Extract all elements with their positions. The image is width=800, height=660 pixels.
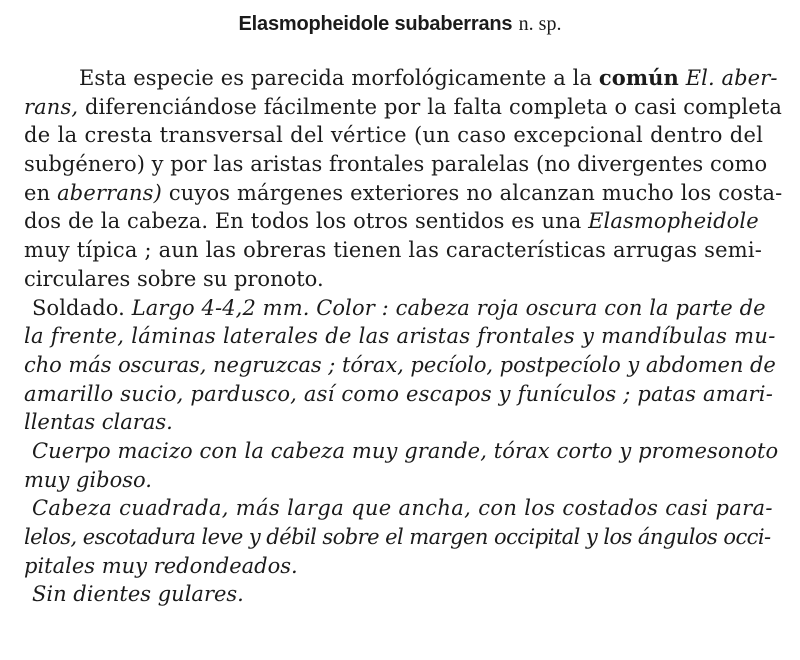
text-span — [679, 66, 686, 90]
paragraph-1-line-2 — [24, 93, 783, 122]
caste-label: Soldado. — [32, 295, 132, 320]
paragraph-2-line-1 — [24, 294, 782, 323]
paragraph-1-line-3: de la cresta transversal del vértice (un caso excepcional dentro del — [24, 123, 764, 148]
taxon-name: El. aber- — [685, 66, 778, 90]
paragraph-1-line-5 — [24, 179, 783, 208]
paragraph-2-line-2: la frente, láminas laterales de las aristas frontales y mandíbulas mu- — [24, 324, 776, 349]
paragraph-2-line-5: llentas claras. — [24, 410, 173, 435]
text-span: común — [598, 65, 679, 90]
text-span: diferenciándose fácilmente por la falta completa o casi completa — [78, 94, 783, 119]
text-span: dos de la cabeza. En todos los otros sentidos es una — [24, 209, 589, 234]
paragraph-1-line-1 — [24, 64, 782, 93]
paragraph-4-line-3: pitales muy redondeados. — [24, 553, 298, 578]
paragraph-2-line-4: amarillo sucio, pardusco, así como escapos y funículos ; patas amari- — [24, 381, 773, 406]
taxon-name: Elasmopheidole — [588, 209, 759, 234]
paragraph-5-line-1: Sin dientes gulares. — [32, 582, 244, 607]
text-span: en — [24, 180, 58, 205]
paragraph-1-line-7: muy típica ; aun las obreras tienen las características arrugas semi- — [24, 238, 763, 263]
text-span: Largo 4-4,2 mm. Color : cabeza roja oscura con la parte de — [131, 295, 766, 320]
paragraph-2-line-3: cho más oscuras, negruzcas ; tórax, pecíolo, postpecíolo y abdomen de — [24, 352, 776, 377]
text-span: Esta especie es parecida morfológicamente a la — [79, 66, 599, 90]
paragraph-3-line-2: muy giboso. — [24, 467, 152, 492]
paragraph-1-line-4: subgénero) y por las aristas frontales paralelas (no divergentes como — [24, 152, 768, 177]
paragraph-3-line-1: Cuerpo macizo con la cabeza muy grande, tórax corto y promesonoto — [32, 438, 779, 463]
new-species-abbrev: n. sp. — [518, 13, 562, 35]
species-title — [0, 10, 800, 37]
paragraph-4-line-2: lelos, escotadura leve y débil sobre el margen occipital y los ángulos occi- — [24, 525, 771, 549]
taxon-name: rans, — [24, 94, 79, 119]
taxon-name: aberrans) — [57, 180, 162, 205]
species-name: Elasmopheidole subaberrans — [238, 13, 513, 35]
paragraph-1-line-8: circulares sobre su pronoto. — [24, 266, 324, 291]
text-span: cuyos márgenes exteriores no alcanzan mucho los costa- — [161, 180, 783, 205]
paragraph-1-line-6 — [24, 207, 782, 236]
paragraph-4-line-1: Cabeza cuadrada, más larga que ancha, con los costados casi para- — [32, 496, 773, 521]
description-text — [24, 64, 782, 609]
